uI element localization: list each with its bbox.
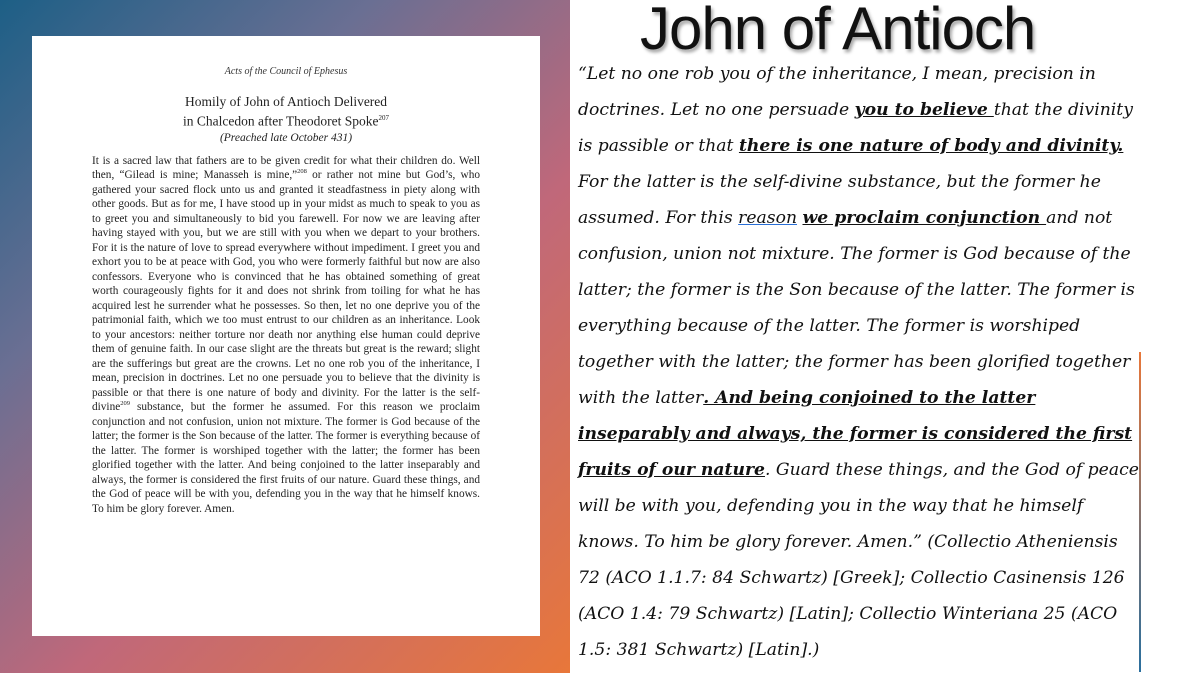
homily-body-text [92,154,480,517]
homily-title [92,93,480,130]
footnote-ref: 208 [297,168,307,176]
quote-part: that the divinity is passible or that [578,100,1133,156]
footnote-ref: 209 [120,400,130,408]
homily-text-part: or rather not mine but God’s, who gathered your sacred flock unto us and granted it steadfastness in piety along with other goods. But as for me, I have stood up in your midst as much to speak to you as to greet you and simultaneously to bid you farewell. For now we are leaving after having stayed with you, but we are still with you when we depart to your brothers. For it is the nature of love to spread everywhere without impediment. I greet you and exhort you to be at peace with God, you who were formerly faithful but now are also confessors. Everyone who is convinced that he has obtained something of great worth courageously fights for it and does not shrink from toiling for what he has acquired lest he surrender what he possesses. So then, let no one deprive you of the patrimonial faith, which we too must entrust to our children as an inheritance. Look to your ancestors: neither torture nor death nor anything else human could deprive them of genuine faith. In our case slight are the threats but great is the reward; slight are the sufferings but great are the crowns. Let no one rob you of the inheritance, I mean, precision in doctrines. Let no one persuade you to believe that the divinity is passible or that there is one nature of body and divinity. For the latter is the self-divine [92,169,480,413]
footnote-ref: 207 [378,114,389,122]
quote-part: and not confusion, union not mixture. The former is God because of the latter; the former is the Son because of the latter. The former is everything because of the latter. The former is worshiped together with the latter; the former has been glorified together with the latter [578,208,1135,408]
homily-title-line1: Homily of John of Antioch Delivered [184,94,388,109]
running-head: Acts of the Council of Ephesus [224,66,348,77]
book-page-scan [32,36,540,636]
quote-part: . Guard these things, and the God of peace will be with you, defending you in the way that he himself knows. To him be glory forever. Amen.” (Collectio Atheniensis 72 (ACO 1.1.7: 84 Schwartz) [Greek]; Collectio Casinensis 126 (ACO 1.4: 79 Schwartz) [Latin]; Collectio Winteriana 25 (ACO 1.5: 381 Schwartz) [Latin].) [578,460,1139,660]
homily-title-line2: in Chalcedon after Theodoret Spoke [183,113,379,129]
quote-emphasis: . And being conjoined to the latter inseparably and always, the former is considered the first fruits of our nature [578,388,1133,480]
homily-text-part: substance, but the former he assumed. For this reason we proclaim conjunction and not confusion, union not mixture. The former is God because of the latter; the former is the Son because of the latter. The former is everything because of the latter. The former is worshiped together with the latter; the former has been glorified together with the latter. And being conjoined to the latter inseparably and always, the former is considered the first fruits of our nature. Guard these things, and the God of peace will be with you, defending you in the way that he himself knows. To him be glory forever. Amen. [92,401,480,515]
quote-emphasis: you to believe [854,100,994,120]
homily-text-part: It is a sacred law that fathers are to be given credit for what their children do. Well then, “Gilead is mine; Manasseh is mine,” [92,154,480,181]
quote-text [578,56,1143,668]
accent-divider-line [1139,352,1141,672]
quote-part: “Let no one rob you of the inheritance, I mean, precision in doctrines. Let no one persuade [578,64,1096,120]
quote-emphasis: we proclaim conjunction [802,208,1047,228]
quote-underlined-word: reason [738,208,798,228]
slide-title: John of Antioch [640,0,1036,62]
quote-part: For the latter is the self-divine substance, but the former he assumed. For this [578,172,1101,228]
quote-emphasis: there is one nature of body and divinity. [738,136,1124,156]
preached-date: (Preached late October 431) [219,131,353,144]
